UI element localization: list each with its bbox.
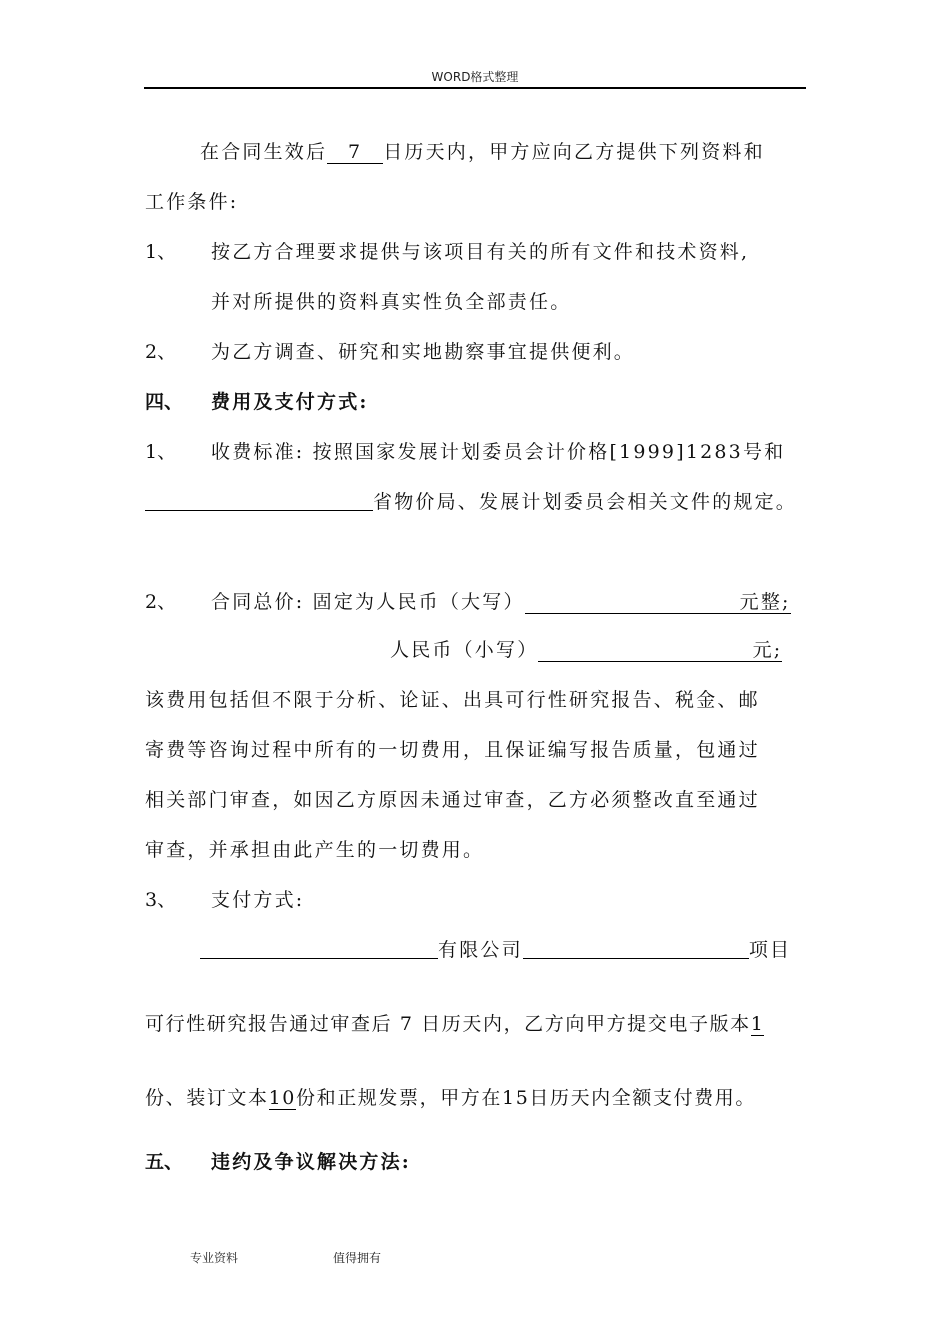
- page-header: WORD格式整理: [431, 70, 519, 84]
- fee-desc-line-1: 该费用包括但不限于分析、论证、出具可行性研究报告、税金、邮: [145, 689, 760, 711]
- payment-line-1: [145, 1012, 764, 1036]
- fee-1-number: 1、: [145, 441, 177, 463]
- payment-line-1-text: 可行性研究报告通过审查后 7 日历天内，乙方向甲方提交电子版本: [145, 1013, 751, 1035]
- fee-1-cont-text: 省物价局、发展计划委员会相关文件的规定。: [373, 491, 798, 513]
- fee-2-number: 2、: [145, 591, 177, 613]
- intro-after: 日历天内，甲方应向乙方提供下列资料和: [383, 141, 765, 163]
- fee-1-continuation: [145, 490, 797, 514]
- fee-desc-line-4: 审查，并承担由此产生的一切费用。: [145, 839, 485, 861]
- fee-3-label: 支付方式:: [211, 889, 305, 911]
- payment-line-2b: 份和正规发票，甲方在15日历天内全额支付费用。: [296, 1087, 756, 1109]
- item-2-text: 为乙方调查、研究和实地勘察事宜提供便利。: [211, 341, 636, 363]
- project-label: 项目: [748, 939, 792, 961]
- total-upper-blank: 元整;: [525, 591, 791, 614]
- intro-line-1: [200, 140, 765, 164]
- project-blank: [523, 938, 749, 959]
- total-label: 合同总价: 固定为人民币（大写）: [211, 591, 525, 613]
- section-5-number: 五、: [145, 1151, 184, 1173]
- item-1-text: 按乙方合理要求提供与该项目有关的所有文件和技术资料,: [211, 241, 750, 263]
- section-5-title: 违约及争议解决方法:: [211, 1151, 412, 1173]
- fee-2-lower: [390, 638, 782, 662]
- header-rule: [144, 87, 806, 89]
- fee-desc-line-2: 寄费等咨询过程中所有的一切费用，且保证编写报告质量，包通过: [145, 739, 760, 761]
- total-lower-label: 人民币（小写）: [390, 639, 539, 661]
- item-2-number: 2、: [145, 341, 177, 363]
- fee-desc-line-3: 相关部门审查，如因乙方原因未通过审查，乙方必须整改直至通过: [145, 789, 760, 811]
- footer-left: 专业资料: [190, 1251, 239, 1265]
- payment-line-2a: 份、装订文本: [145, 1087, 269, 1109]
- fee-3-number: 3、: [145, 889, 177, 911]
- company-label: 有限公司: [438, 939, 523, 961]
- section-4-title: 费用及支付方式:: [211, 391, 369, 413]
- footer-right: 值得拥有: [333, 1251, 382, 1265]
- intro-before: 在合同生效后: [200, 141, 328, 163]
- section-4-number: 四、: [145, 391, 184, 413]
- fee-2-upper: [211, 590, 791, 614]
- electronic-copies: 1: [750, 1013, 765, 1035]
- company-blank: [200, 938, 438, 959]
- fee-1-text: 收费标准: 按照国家发展计划委员会计价格[1999]1283号和: [211, 441, 786, 463]
- item-1-continuation: 并对所提供的资料真实性负全部责任。: [211, 291, 572, 313]
- province-blank: [145, 490, 373, 511]
- item-1-number: 1、: [145, 241, 177, 263]
- intro-days: 7: [327, 141, 383, 164]
- payment-line-2: [145, 1086, 756, 1110]
- intro-line-2: 工作条件:: [145, 191, 239, 213]
- payment-company-line: [200, 938, 791, 962]
- printed-copies: 10: [268, 1087, 296, 1109]
- total-lower-blank: 元;: [538, 639, 782, 662]
